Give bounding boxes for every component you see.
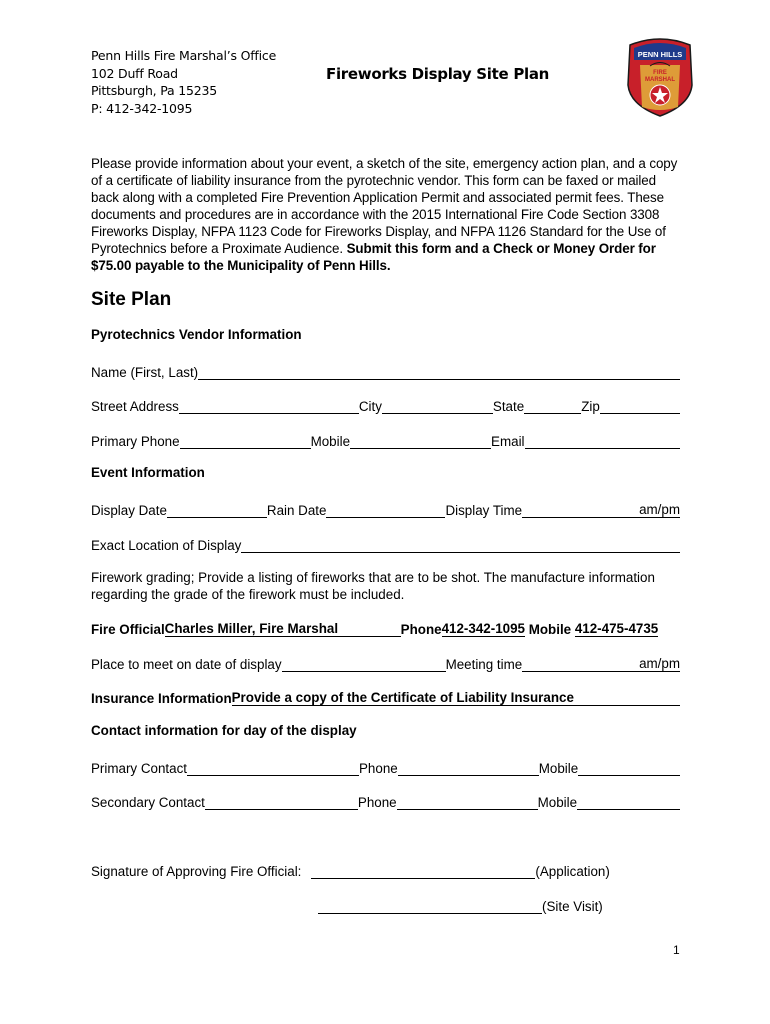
meeting-time-field[interactable] bbox=[522, 656, 680, 672]
signature-site-visit-row bbox=[318, 896, 618, 914]
fire-official-mobile: 412-475-4735 bbox=[574, 621, 659, 636]
fire-marshal-badge-icon bbox=[620, 33, 700, 117]
secondary-contact-phone-label: Phone bbox=[357, 795, 397, 810]
location-field[interactable] bbox=[241, 538, 680, 553]
rain-date-label: Rain Date bbox=[266, 503, 327, 518]
address-line: Pittsburgh, Pa 15235 bbox=[91, 83, 218, 98]
site-visit-label: (Site Visit) bbox=[542, 899, 603, 914]
fire-official-phone: 412-342-1095 bbox=[441, 621, 525, 636]
page-number: 1 bbox=[673, 943, 680, 957]
site-plan-heading: Site Plan bbox=[91, 289, 172, 310]
meeting-ampm-label: am/pm bbox=[639, 656, 680, 671]
email-label: Email bbox=[491, 434, 525, 449]
primary-contact-label: Primary Contact bbox=[91, 761, 187, 776]
primary-contact-mobile-label: Mobile bbox=[538, 761, 579, 776]
primary-phone-field[interactable] bbox=[180, 434, 311, 449]
address-line: 102 Duff Road bbox=[91, 65, 178, 81]
address-line: Penn Hills Fire Marshal’s Office bbox=[91, 48, 277, 63]
insurance-value: Provide a copy of the Certificate of Liability Insurance bbox=[232, 690, 680, 706]
insurance-label: Insurance Information bbox=[91, 691, 232, 706]
event-heading: Event Information bbox=[91, 465, 205, 480]
primary-contact-phone-label: Phone bbox=[359, 761, 398, 776]
svg-text:PENN HILLS: PENN HILLS bbox=[637, 50, 683, 59]
signature-site-visit-field[interactable] bbox=[318, 899, 542, 914]
location-label: Exact Location of Display bbox=[91, 538, 242, 553]
signature-application-row bbox=[91, 861, 631, 879]
secondary-contact-label: Secondary Contact bbox=[91, 795, 205, 810]
svg-text:FIRE: FIRE bbox=[653, 70, 667, 76]
fire-official-mobile-label: Mobile bbox=[525, 622, 575, 637]
city-label: City bbox=[358, 399, 382, 414]
svg-text:MARSHAL: MARSHAL bbox=[645, 77, 675, 83]
application-label: (Application) bbox=[535, 864, 610, 879]
display-date-label: Display Date bbox=[91, 503, 167, 518]
secondary-contact-mobile-label: Mobile bbox=[537, 795, 578, 810]
intro-bold-text: Submit this form and a Check or Money Order for $75.00 payable to the Municipality of Penn Hills. bbox=[91, 241, 656, 273]
primary-contact-phone-field[interactable] bbox=[398, 761, 539, 776]
rain-date-field[interactable] bbox=[326, 503, 445, 518]
contact-heading: Contact information for day of the display bbox=[91, 723, 357, 738]
signature-application-field[interactable] bbox=[311, 864, 535, 879]
secondary-contact-mobile-field[interactable] bbox=[577, 795, 680, 810]
primary-phone-label: Primary Phone bbox=[91, 434, 180, 449]
display-date-field[interactable] bbox=[167, 503, 267, 518]
mobile-field[interactable] bbox=[350, 434, 491, 449]
location-row bbox=[91, 535, 680, 553]
meeting-row bbox=[91, 654, 680, 672]
address-line: P: 412-342-1095 bbox=[91, 100, 193, 116]
primary-contact-mobile-field[interactable] bbox=[578, 761, 680, 776]
fire-official-label: Fire Official bbox=[91, 622, 165, 637]
fire-official-row bbox=[91, 619, 680, 637]
form-title: Fireworks Display Site Plan bbox=[326, 65, 550, 83]
fire-official-name: Charles Miller, Fire Marshal bbox=[165, 621, 401, 637]
zip-field[interactable] bbox=[600, 399, 680, 414]
street-field[interactable] bbox=[179, 399, 359, 414]
city-field[interactable] bbox=[382, 399, 493, 414]
secondary-contact-field[interactable] bbox=[205, 795, 358, 810]
display-time-label: Display Time bbox=[445, 503, 523, 518]
vendor-name-field[interactable] bbox=[198, 365, 680, 380]
event-date-row bbox=[91, 500, 680, 518]
email-field[interactable] bbox=[525, 434, 680, 449]
display-time-field[interactable] bbox=[522, 502, 680, 518]
meeting-place-label: Place to meet on date of display bbox=[91, 657, 282, 672]
intro-text: Please provide information about your event, a sketch of the site, emergency action plan, and a copy of a certificate of liability insurance from the pyrotechnic vendor. This form can be faxed or mailed back along with a completed Fire Prevention Application Permit and associated permit fees. These documents and procedures are in accordance with the 2015 International Fire Code Section 3308 Fireworks Display, NFPA 1123 Code for Fireworks Display, and NFPA 1126 Standard for the Use of Pyrotechnics before a Proximate Audience. bbox=[91, 156, 678, 256]
state-field[interactable] bbox=[524, 399, 581, 414]
signature-label: Signature of Approving Fire Official: bbox=[91, 864, 302, 879]
intro-paragraph bbox=[91, 155, 685, 274]
ampm-label: am/pm bbox=[639, 502, 680, 517]
fire-official-phone-label: Phone bbox=[400, 622, 442, 637]
vendor-name-row bbox=[91, 362, 680, 380]
primary-contact-field[interactable] bbox=[187, 761, 359, 776]
vendor-phone-row bbox=[91, 431, 680, 449]
primary-contact-row bbox=[91, 758, 680, 776]
vendor-name-label: Name (First, Last) bbox=[91, 365, 199, 380]
grading-instructions: Firework grading; Provide a listing of fireworks that are to be shot. The manufacture information regarding the grade of the firework must be included. bbox=[91, 570, 655, 602]
secondary-contact-row bbox=[91, 792, 680, 810]
insurance-row bbox=[91, 688, 680, 706]
office-address bbox=[91, 47, 276, 117]
meeting-time-label: Meeting time bbox=[445, 657, 523, 672]
zip-label: Zip bbox=[581, 399, 600, 414]
meeting-place-field[interactable] bbox=[282, 657, 446, 672]
vendor-heading: Pyrotechnics Vendor Information bbox=[91, 327, 302, 342]
vendor-address-row bbox=[91, 396, 680, 414]
mobile-label: Mobile bbox=[310, 434, 351, 449]
state-label: State bbox=[492, 399, 525, 414]
secondary-contact-phone-field[interactable] bbox=[397, 795, 538, 810]
street-label: Street Address bbox=[91, 399, 179, 414]
